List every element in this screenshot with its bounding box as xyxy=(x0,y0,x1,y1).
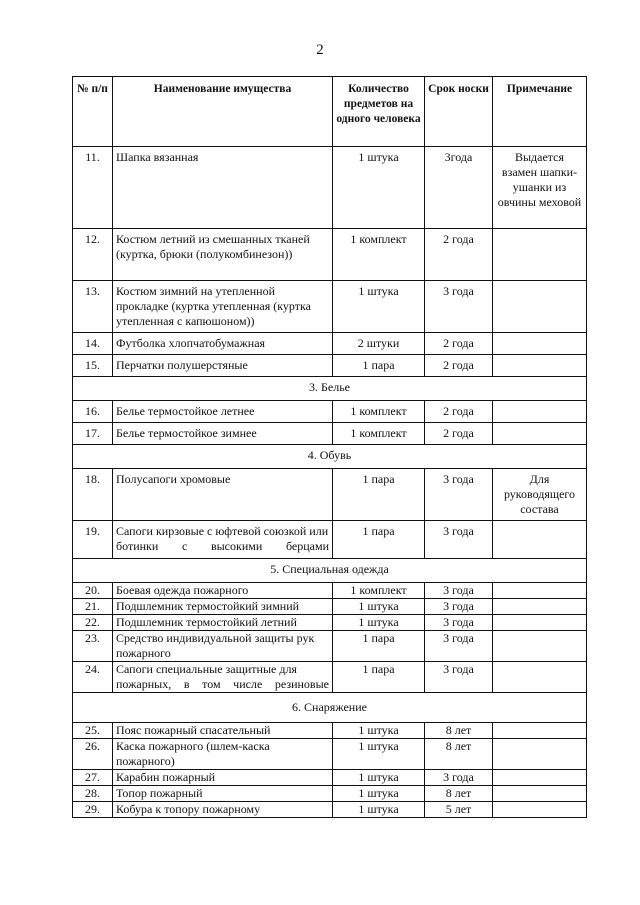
row-num: 20. xyxy=(73,583,113,599)
row-qty: 1 штука xyxy=(333,739,425,770)
row-name: Боевая одежда пожарного xyxy=(113,583,333,599)
row-term: 3 года xyxy=(425,631,493,662)
row-note xyxy=(493,401,587,423)
row-name: Подшлемник термостойкий зимний xyxy=(113,599,333,615)
row-qty: 1 штука xyxy=(333,147,425,229)
row-term: 8 лет xyxy=(425,739,493,770)
row-note xyxy=(493,662,587,693)
row-num: 18. xyxy=(73,469,113,521)
row-qty: 1 штука xyxy=(333,599,425,615)
row-num: 15. xyxy=(73,355,113,377)
row-name: Полусапоги хромовые xyxy=(113,469,333,521)
row-note xyxy=(493,739,587,770)
row-num: 16. xyxy=(73,401,113,423)
table-row xyxy=(73,229,587,281)
table-row xyxy=(73,521,587,559)
row-term: 3 года xyxy=(425,469,493,521)
row-name: Белье термостойкое зимнее xyxy=(113,423,333,445)
row-qty: 2 штуки xyxy=(333,333,425,355)
row-term: 3 года xyxy=(425,583,493,599)
section-row xyxy=(73,559,587,583)
row-name: Каска пожарного (шлем-каска пожарного) xyxy=(113,739,333,770)
row-name: Костюм зимний на утепленной прокладке (куртка утепленная (куртка утепленная с капюшоном)) xyxy=(113,281,333,333)
row-term: 3 года xyxy=(425,662,493,693)
row-name: Костюм летний из смешанных тканей (куртка, брюки (полукомбинезон)) xyxy=(113,229,333,281)
row-qty: 1 пара xyxy=(333,521,425,559)
row-note xyxy=(493,599,587,615)
row-name: Карабин пожарный xyxy=(113,770,333,786)
page-number: 2 xyxy=(316,42,324,58)
header-term: Срок носки xyxy=(425,77,493,147)
row-note xyxy=(493,802,587,818)
table-row xyxy=(73,599,587,615)
row-num: 19. xyxy=(73,521,113,559)
row-name: Пояс пожарный спасательный xyxy=(113,723,333,739)
row-name: Сапоги специальные защитные для пожарных, в том числе резиновые xyxy=(113,662,333,693)
row-name: Футболка хлопчатобумажная xyxy=(113,333,333,355)
row-num: 26. xyxy=(73,739,113,770)
row-term: 2 года xyxy=(425,401,493,423)
row-term: 3 года xyxy=(425,281,493,333)
row-num: 11. xyxy=(73,147,113,229)
header-qty: Количество предметов на одного человека xyxy=(333,77,425,147)
row-num: 29. xyxy=(73,802,113,818)
row-name: Топор пожарный xyxy=(113,786,333,802)
row-qty: 1 комплект xyxy=(333,423,425,445)
row-num: 25. xyxy=(73,723,113,739)
row-qty: 1 штука xyxy=(333,770,425,786)
row-note xyxy=(493,615,587,631)
table-row xyxy=(73,583,587,599)
row-name: Сапоги кирзовые с юфтевой союзкой или ботинки с высокими берцами xyxy=(113,521,333,559)
row-num: 27. xyxy=(73,770,113,786)
row-term: 2 года xyxy=(425,423,493,445)
row-term: 2 года xyxy=(425,333,493,355)
row-name: Кобура к топору пожарному xyxy=(113,802,333,818)
row-note xyxy=(493,423,587,445)
row-term: 3 года xyxy=(425,615,493,631)
row-note: Для руководящего состава xyxy=(493,469,587,521)
property-table xyxy=(72,76,587,818)
row-note xyxy=(493,333,587,355)
table-row xyxy=(73,770,587,786)
header-num: № п/п xyxy=(73,77,113,147)
row-name: Шапка вязанная xyxy=(113,147,333,229)
table-row xyxy=(73,401,587,423)
table-row xyxy=(73,723,587,739)
row-qty: 1 комплект xyxy=(333,401,425,423)
row-num: 21. xyxy=(73,599,113,615)
table-row xyxy=(73,333,587,355)
row-term: 3 года xyxy=(425,521,493,559)
table-row xyxy=(73,662,587,693)
row-qty: 1 пара xyxy=(333,631,425,662)
section-row xyxy=(73,377,587,401)
row-num: 24. xyxy=(73,662,113,693)
row-term: 2 года xyxy=(425,229,493,281)
table-row xyxy=(73,631,587,662)
row-note xyxy=(493,521,587,559)
row-note xyxy=(493,355,587,377)
row-note xyxy=(493,786,587,802)
section-title: 4. Обувь xyxy=(73,445,587,469)
row-term: 5 лет xyxy=(425,802,493,818)
row-term: 8 лет xyxy=(425,786,493,802)
row-qty: 1 пара xyxy=(333,469,425,521)
table-row xyxy=(73,615,587,631)
row-num: 22. xyxy=(73,615,113,631)
section-row xyxy=(73,445,587,469)
row-note: Выдается взамен шапки-ушанки из овчины меховой xyxy=(493,147,587,229)
row-qty: 1 пара xyxy=(333,355,425,377)
table-row xyxy=(73,281,587,333)
row-term: 2 года xyxy=(425,355,493,377)
header-name: Наименование имущества xyxy=(113,77,333,147)
row-num: 28. xyxy=(73,786,113,802)
table-row xyxy=(73,355,587,377)
section-title: 5. Специальная одежда xyxy=(73,559,587,583)
row-note xyxy=(493,281,587,333)
row-qty: 1 штука xyxy=(333,723,425,739)
row-qty: 1 штука xyxy=(333,281,425,333)
row-qty: 1 штука xyxy=(333,786,425,802)
row-term: 8 лет xyxy=(425,723,493,739)
table-row xyxy=(73,802,587,818)
row-num: 12. xyxy=(73,229,113,281)
row-term: 3 года xyxy=(425,599,493,615)
row-num: 17. xyxy=(73,423,113,445)
table-row xyxy=(73,469,587,521)
row-num: 14. xyxy=(73,333,113,355)
row-note xyxy=(493,583,587,599)
header-note: Примечание xyxy=(493,77,587,147)
row-name: Средство индивидуальной защиты рук пожарного xyxy=(113,631,333,662)
row-num: 13. xyxy=(73,281,113,333)
row-term: 3 года xyxy=(425,770,493,786)
row-note xyxy=(493,631,587,662)
row-qty: 1 комплект xyxy=(333,229,425,281)
table-header-row xyxy=(73,77,587,147)
table-row xyxy=(73,739,587,770)
section-title: 3. Белье xyxy=(73,377,587,401)
row-note xyxy=(493,770,587,786)
row-qty: 1 штука xyxy=(333,802,425,818)
row-note xyxy=(493,723,587,739)
row-qty: 1 пара xyxy=(333,662,425,693)
table-row xyxy=(73,786,587,802)
table-row xyxy=(73,147,587,229)
row-name: Подшлемник термостойкий летний xyxy=(113,615,333,631)
row-term: 3года xyxy=(425,147,493,229)
row-note xyxy=(493,229,587,281)
table-row xyxy=(73,423,587,445)
row-qty: 1 комплект xyxy=(333,583,425,599)
section-row xyxy=(73,693,587,723)
row-name: Белье термостойкое летнее xyxy=(113,401,333,423)
row-qty: 1 штука xyxy=(333,615,425,631)
row-num: 23. xyxy=(73,631,113,662)
row-name: Перчатки полушерстяные xyxy=(113,355,333,377)
section-title: 6. Снаряжение xyxy=(73,693,587,723)
